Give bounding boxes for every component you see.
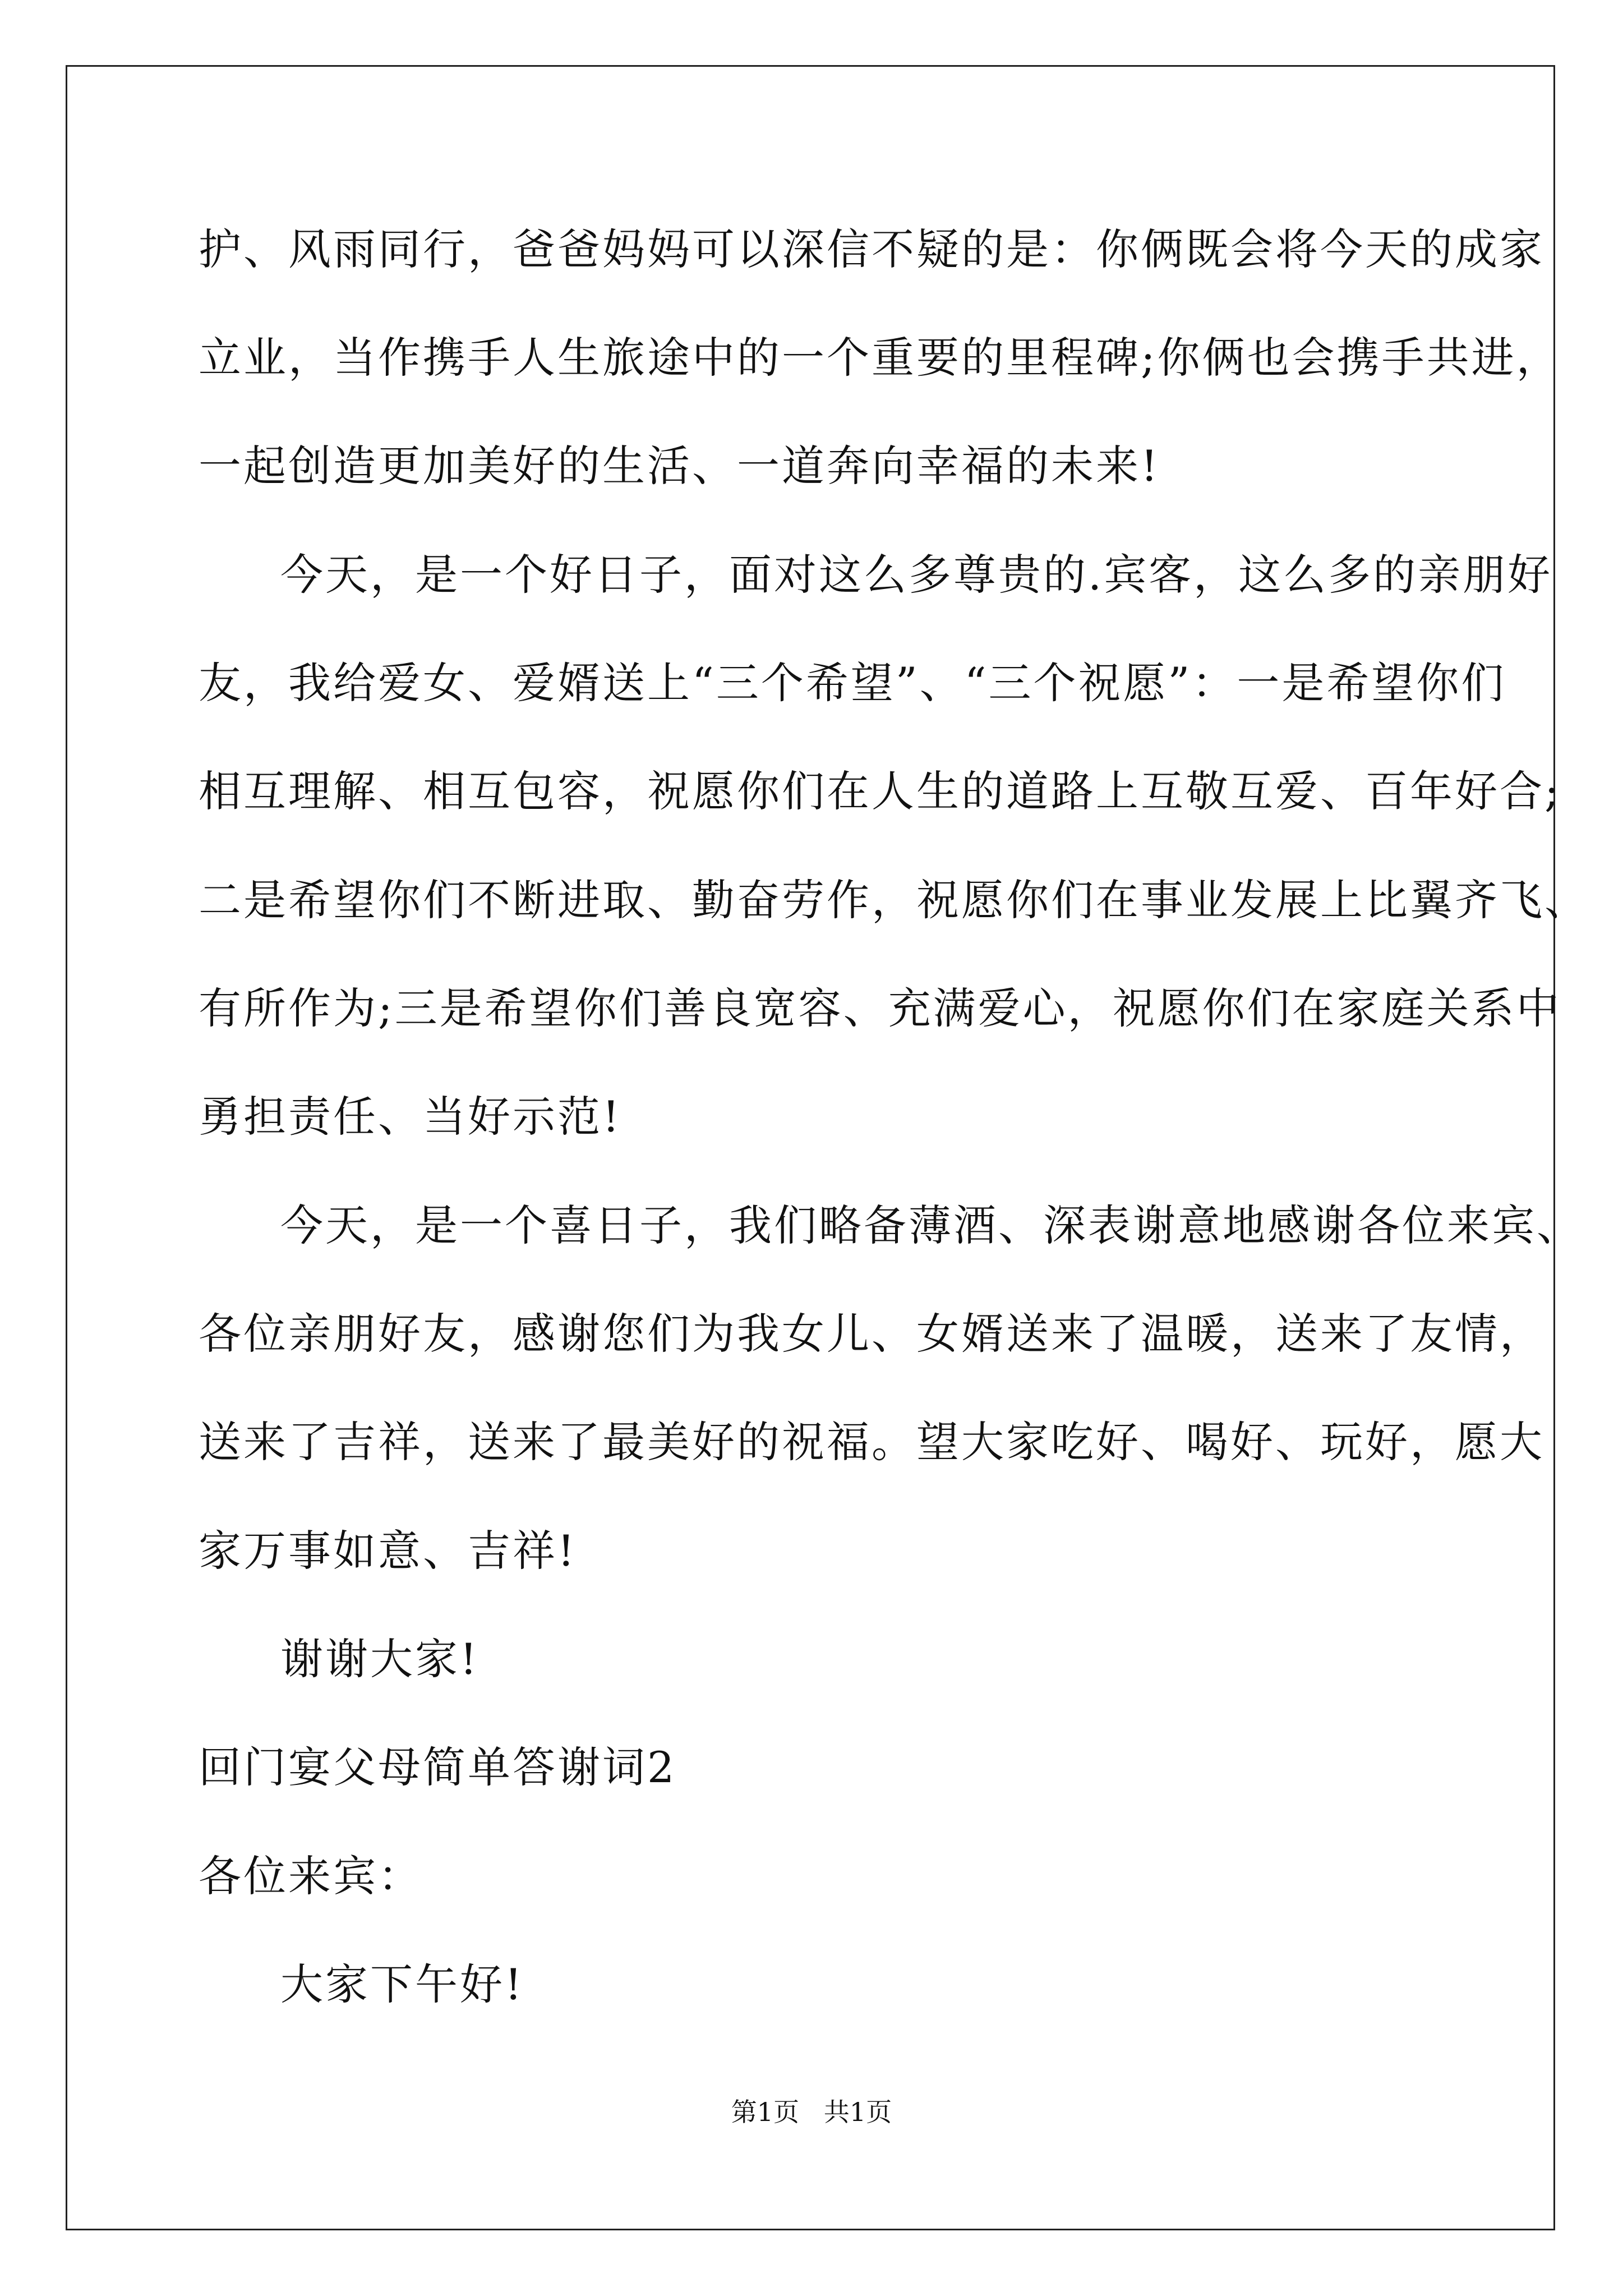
body-text-line: 友，我给爱女、爱婿送上“三个希望”、“三个祝愿”：一是希望你们 <box>199 658 1506 708</box>
closing-thanks: 谢谢大家! <box>280 1634 479 1684</box>
body-text-line: 各位亲朋好友，感谢您们为我女儿、女婿送来了温暖，送来了友情， <box>199 1309 1544 1359</box>
body-text-line: 送来了吉祥，送来了最美好的祝福。望大家吃好、喝好、玩好，愿大 <box>199 1417 1544 1467</box>
paragraph-start-line: 今天，是一个好日子，面对这么多尊贵的.宾客，这么多的亲朋好 <box>280 550 1553 600</box>
body-text-line: 有所作为;三是希望你们善良宽容、充满爱心，祝愿你们在家庭关系中 <box>199 983 1561 1033</box>
page-footer: 第1页 共1页 <box>731 2097 892 2127</box>
paragraph-start-line: 今天，是一个喜日子，我们略备薄酒、深表谢意地感谢各位来宾、 <box>280 1200 1581 1250</box>
body-text-line: 二是希望你们不断进取、勤奋劳作，祝愿你们在事业发展上比翼齐飞、 <box>199 875 1589 925</box>
salutation: 各位来宾： <box>199 1851 423 1901</box>
body-text-line: 一起创造更加美好的生活、一道奔向幸福的未来! <box>199 441 1160 491</box>
page-border <box>66 65 1589 2230</box>
body-text-line: 护、风雨同行，爸爸妈妈可以深信不疑的是：你俩既会将今天的成家 <box>199 224 1544 274</box>
body-text-line: 立业，当作携手人生旅途中的一个重要的里程碑;你俩也会携手共进， <box>199 333 1561 383</box>
body-text-line: 家万事如意、吉祥! <box>199 1526 577 1576</box>
section-heading: 回门宴父母简单答谢词2 <box>199 1742 677 1792</box>
body-text-line: 勇担责任、当好示范! <box>199 1092 622 1142</box>
body-text-line: 相互理解、相互包容，祝愿你们在人生的道路上互敬互爱、百年好合; <box>199 766 1561 816</box>
greeting: 大家下午好! <box>280 1959 524 2009</box>
